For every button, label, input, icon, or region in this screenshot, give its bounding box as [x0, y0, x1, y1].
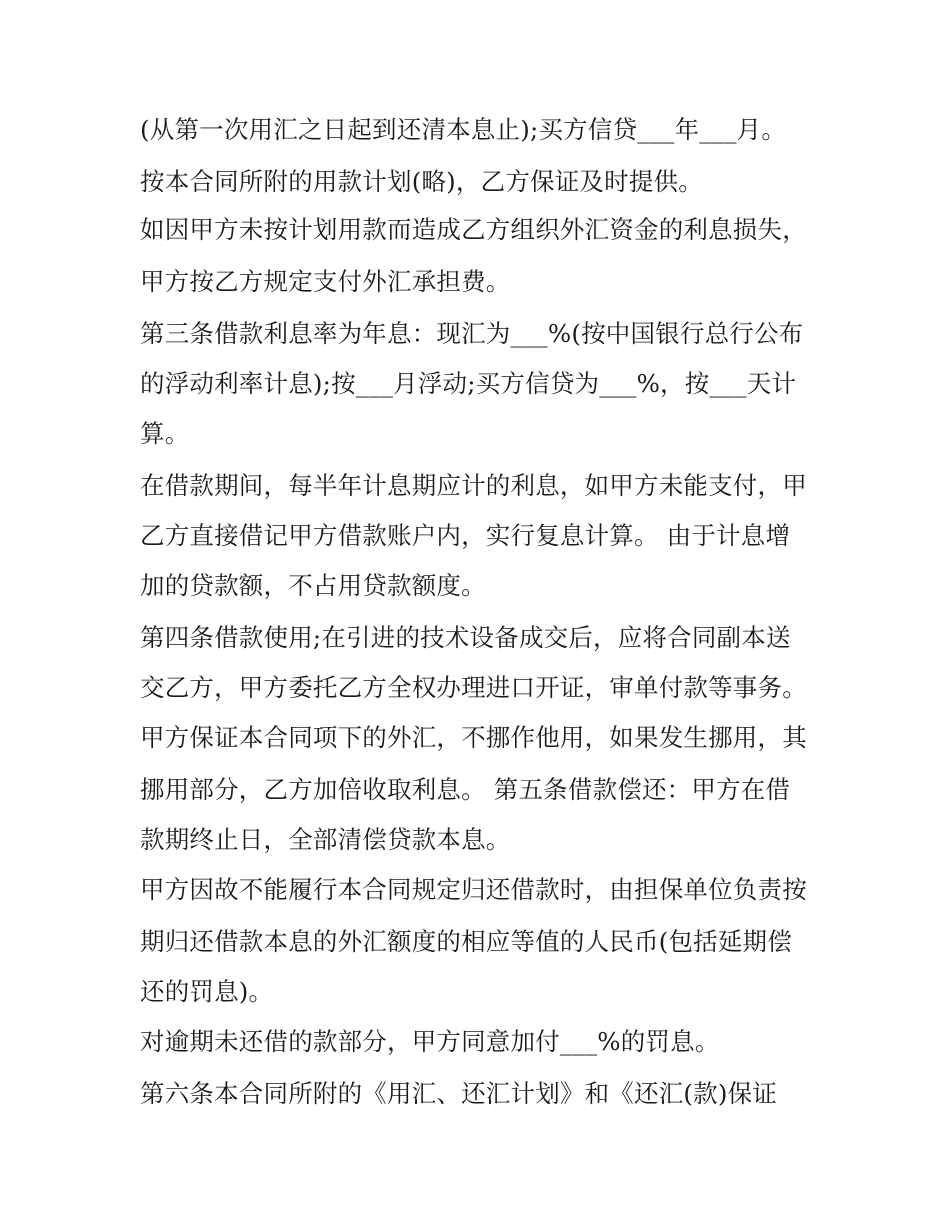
- text-line: 在借款期间，每半年计息期应计的利息，如甲方未能支付，甲: [140, 471, 807, 500]
- text-line: 乙方直接借记甲方借款账户内，实行复息计算。 由于计息增: [140, 521, 791, 550]
- text-line: 的浮动利率计息);按___月浮动;买方信贷为___%，按___天计: [140, 369, 797, 398]
- text-line: 第六条本合同所附的《用汇、还汇计划》和《还汇(款)保证: [140, 1079, 778, 1108]
- text-line: 挪用部分，乙方加倍收取利息。 第五条借款偿还：甲方在借: [140, 775, 791, 804]
- text-line: 第三条借款利息率为年息：现汇为___%(按中国银行总行公布: [140, 319, 804, 348]
- text-line: (从第一次用汇之日起到还清本息止);买方信贷___年___月。: [140, 115, 787, 144]
- text-line: 第四条借款使用;在引进的技术设备成交后，应将合同副本送: [140, 623, 791, 652]
- text-line: 对逾期未还借的款部分，甲方同意加付___%的罚息。: [140, 1027, 720, 1056]
- text-line: 算。: [140, 419, 190, 448]
- text-line: 甲方按乙方规定支付外汇承担费。: [140, 267, 511, 296]
- text-line: 还的罚息)。: [140, 977, 274, 1006]
- text-line: 期归还借款本息的外汇额度的相应等值的人民币(包括延期偿: [140, 927, 792, 956]
- text-line: 甲方保证本合同项下的外汇，不挪作他用，如果发生挪用，其: [140, 723, 807, 752]
- text-line: 如因甲方未按计划用款而造成乙方组织外汇资金的利息损失，: [140, 215, 807, 244]
- text-line: 款期终止日，全部清偿贷款本息。: [140, 825, 511, 854]
- text-line: 交乙方，甲方委托乙方全权办理进口开证，审单付款等事务。: [140, 673, 807, 702]
- text-line: 甲方因故不能履行本合同规定归还借款时，由担保单位负责按: [140, 875, 807, 904]
- text-line: 按本合同所附的用款计划(略)，乙方保证及时提供。: [140, 167, 703, 196]
- text-line: 加的贷款额，不占用贷款额度。: [140, 571, 486, 600]
